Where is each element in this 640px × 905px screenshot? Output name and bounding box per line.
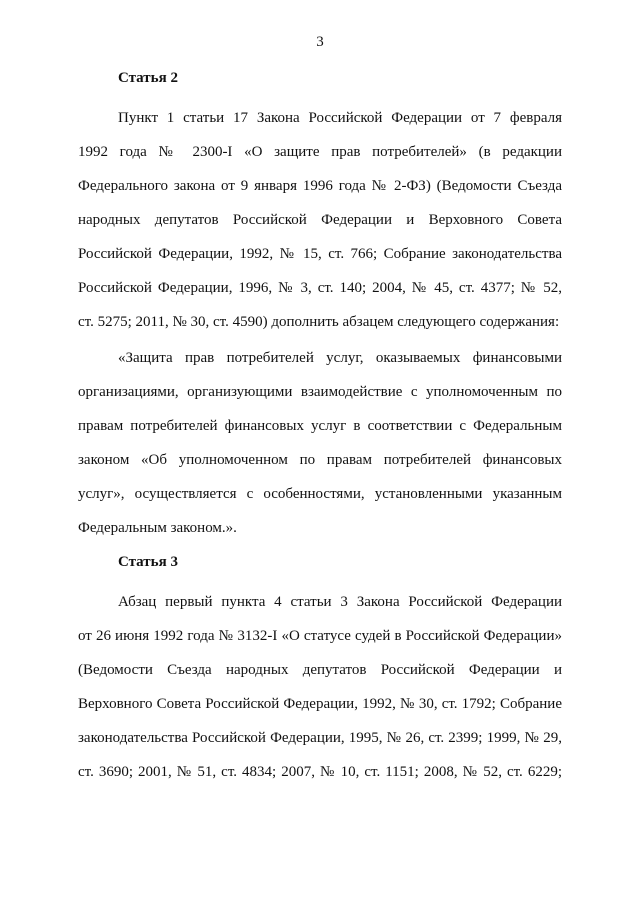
text-line: 1992 года № 2300-I «О защите прав потребителей» (в редакции xyxy=(78,144,562,160)
text-line: услуг», осуществляется с особенностями, установленными указанным xyxy=(78,486,562,502)
text-line: Верховного Совета Российской Федерации, 1992, № 30, ст. 1792; Собрание xyxy=(78,696,562,712)
article-2-heading: Статья 2 xyxy=(118,70,178,86)
text-line: правам потребителей финансовых услуг в соответствии с Федеральным xyxy=(78,418,562,434)
text-line: законодательства Российской Федерации, 1995, № 26, ст. 2399; 1999, № 29, xyxy=(78,730,562,746)
text-line: Российской Федерации, 1992, № 15, ст. 766; Собрание законодательства xyxy=(78,246,562,262)
text-line: ст. 5275; 2011, № 30, ст. 4590) дополнить абзацем следующего содержания: xyxy=(78,314,560,330)
text-line: Федерального закона от 9 января 1996 года № 2-ФЗ) (Ведомости Съезда xyxy=(78,178,562,194)
text-line: Пункт 1 статьи 17 Закона Российской Федерации от 7 февраля xyxy=(118,110,562,126)
text-line: организациями, организующими взаимодействие с уполномоченным по xyxy=(78,384,562,400)
text-line: Федеральным законом.». xyxy=(78,520,237,536)
text-line: народных депутатов Российской Федерации и Верховного Совета xyxy=(78,212,562,228)
text-line: «Защита прав потребителей услуг, оказываемых финансовыми xyxy=(118,350,562,366)
page-number: 3 xyxy=(316,34,324,50)
article-3-heading: Статья 3 xyxy=(118,554,178,570)
text-line: Абзац первый пункта 4 статьи 3 Закона Российской Федерации xyxy=(118,594,562,610)
text-line: ст. 3690; 2001, № 51, ст. 4834; 2007, № 10, ст. 1151; 2008, № 52, ст. 6229; xyxy=(78,764,562,780)
text-line: Российской Федерации, 1996, № 3, ст. 140; 2004, № 45, ст. 4377; № 52, xyxy=(78,280,562,296)
text-line: (Ведомости Съезда народных депутатов Российской Федерации и xyxy=(78,662,562,678)
text-line: от 26 июня 1992 года № 3132-I «О статусе судей в Российской Федерации» xyxy=(78,628,562,644)
text-line: законом «Об уполномоченном по правам потребителей финансовых xyxy=(78,452,562,468)
